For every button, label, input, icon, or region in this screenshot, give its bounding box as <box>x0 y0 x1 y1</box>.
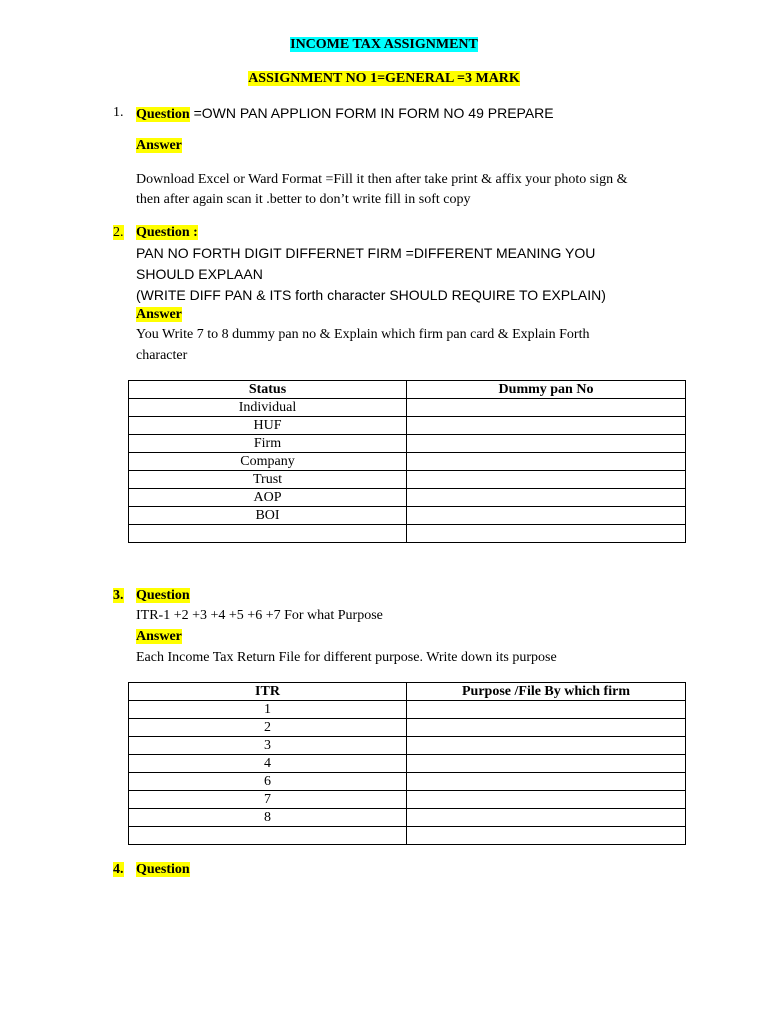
itr-cell: 2 <box>129 719 407 737</box>
table-row <box>129 809 686 827</box>
q1-answer-label: Answer <box>136 138 182 153</box>
table-row <box>129 435 686 453</box>
q4-label: Question <box>136 862 190 877</box>
table-row <box>129 507 686 525</box>
itr-cell: 4 <box>129 755 407 773</box>
q2-line2: SHOULD EXPLAAN <box>136 266 263 282</box>
purpose-cell[interactable] <box>407 719 686 737</box>
itr-cell: 3 <box>129 737 407 755</box>
q3-label: Question <box>136 588 190 603</box>
dummy-pan-cell[interactable] <box>407 399 686 417</box>
dummy-pan-cell[interactable] <box>407 525 686 543</box>
status-cell: Individual <box>129 399 407 417</box>
itr-cell: 1 <box>129 701 407 719</box>
q2-label: Question : <box>136 225 198 240</box>
q2-number: 2. <box>113 225 124 240</box>
purpose-cell[interactable] <box>407 755 686 773</box>
table-row <box>129 417 686 435</box>
purpose-cell[interactable] <box>407 809 686 827</box>
purpose-cell[interactable] <box>407 773 686 791</box>
table-row <box>129 737 686 755</box>
table-row <box>129 525 686 543</box>
status-cell: Company <box>129 453 407 471</box>
q1-answer-line2: then after again scan it .better to don’t write fill in soft copy <box>136 192 471 207</box>
purpose-cell[interactable] <box>407 701 686 719</box>
table-row <box>129 755 686 773</box>
table-row <box>129 399 686 417</box>
q4-number: 4. <box>113 862 124 877</box>
q2-line3: (WRITE DIFF PAN & ITS forth character SHOULD REQUIRE TO EXPLAIN) <box>136 287 606 303</box>
q2-answer-label: Answer <box>136 307 182 322</box>
table-row <box>129 791 686 809</box>
dummy-pan-cell[interactable] <box>407 507 686 525</box>
column-header-dummy-pan: Dummy pan No <box>407 381 686 399</box>
status-cell: AOP <box>129 489 407 507</box>
status-cell: Firm <box>129 435 407 453</box>
dummy-pan-cell[interactable] <box>407 489 686 507</box>
pan-status-table <box>128 380 686 543</box>
q3-text: ITR-1 +2 +3 +4 +5 +6 +7 For what Purpose <box>136 608 383 623</box>
table-row <box>129 453 686 471</box>
itr-cell <box>129 827 407 845</box>
table-row <box>129 773 686 791</box>
q3-answer-text: Each Income Tax Return File for different purpose. Write down its purpose <box>136 650 557 665</box>
q1-answer-line1: Download Excel or Ward Format =Fill it then after take print & affix your photo sign & <box>136 172 628 187</box>
q2-answer-line2: character <box>136 348 188 363</box>
dummy-pan-cell[interactable] <box>407 471 686 489</box>
table-row <box>129 489 686 507</box>
itr-cell: 6 <box>129 773 407 791</box>
status-cell <box>129 525 407 543</box>
q1-number: 1. <box>113 105 124 120</box>
itr-cell: 7 <box>129 791 407 809</box>
q2-line1: PAN NO FORTH DIGIT DIFFERNET FIRM =DIFFERENT MEANING YOU <box>136 245 596 261</box>
purpose-cell[interactable] <box>407 791 686 809</box>
table-row <box>129 827 686 845</box>
status-cell: HUF <box>129 417 407 435</box>
table-row <box>129 701 686 719</box>
status-cell: BOI <box>129 507 407 525</box>
q2-answer-line1: You Write 7 to 8 dummy pan no & Explain which firm pan card & Explain Forth <box>136 327 590 342</box>
document-title: INCOME TAX ASSIGNMENT <box>290 37 478 52</box>
dummy-pan-cell[interactable] <box>407 453 686 471</box>
q1-label: Question <box>136 107 190 122</box>
q1-text: =OWN PAN APPLION FORM IN FORM NO 49 PREPARE <box>189 105 554 121</box>
itr-table <box>128 682 686 845</box>
status-cell: Trust <box>129 471 407 489</box>
assignment-subtitle: ASSIGNMENT NO 1=GENERAL =3 MARK <box>248 71 520 86</box>
q3-answer-label: Answer <box>136 629 182 644</box>
q1-line <box>136 105 554 123</box>
dummy-pan-cell[interactable] <box>407 435 686 453</box>
purpose-cell[interactable] <box>407 737 686 755</box>
itr-cell: 8 <box>129 809 407 827</box>
table-row <box>129 719 686 737</box>
q3-number: 3. <box>113 588 124 603</box>
dummy-pan-cell[interactable] <box>407 417 686 435</box>
column-header-purpose: Purpose /File By which firm <box>407 683 686 701</box>
table-header-row <box>129 381 686 399</box>
purpose-cell[interactable] <box>407 827 686 845</box>
table-row <box>129 471 686 489</box>
column-header-itr: ITR <box>129 683 407 701</box>
table-header-row <box>129 683 686 701</box>
column-header-status: Status <box>129 381 407 399</box>
